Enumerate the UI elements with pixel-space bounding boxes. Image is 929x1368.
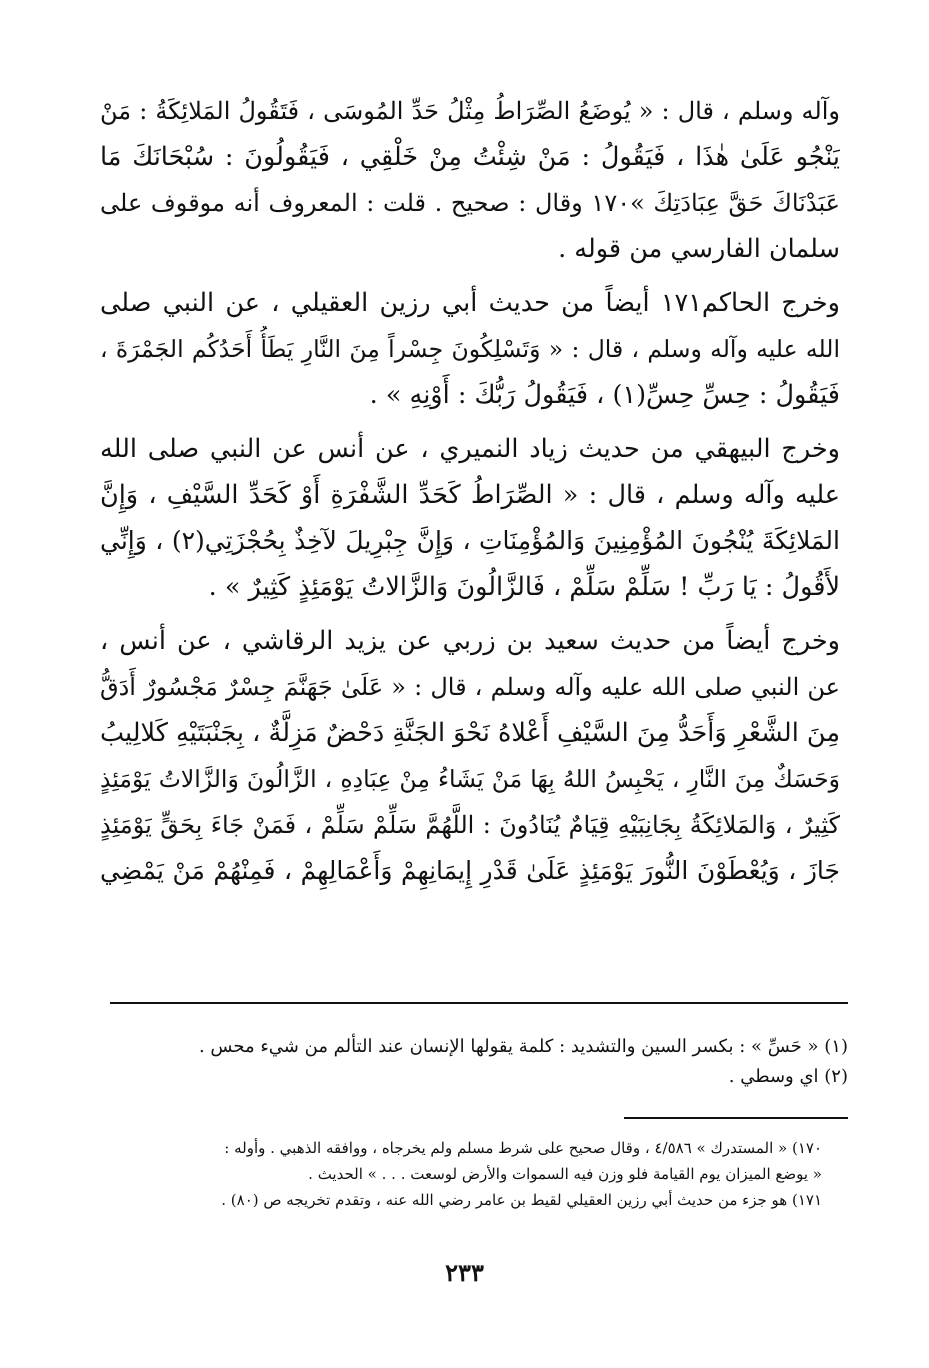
text-line: وخرج الحاكم١٧١ أيضاً من حديث أبي رزين العقيلي ، عن النبي صلى <box>100 288 840 318</box>
text-line: سلمان الفارسي من قوله . <box>558 234 840 264</box>
footnote-divider <box>110 1002 848 1004</box>
source-note: ١٧١) هو جزء من حديث أبي رزين العقيلي لقيط بن عامر رضي الله عنه ، وتقدم تخريجه ص (٨٠) . <box>221 1191 822 1209</box>
text-line: وآله وسلم ، قال : « يُوضَعُ الصِّرَاطُ مِثْلُ حَدِّ المُوسَى ، فَتَقُولُ المَلائِكَةُ : مَنْ <box>100 97 840 125</box>
footnotes <box>110 1032 848 1092</box>
text-line: يَنْجُو عَلَىٰ هٰذَا ، فَيَقُولُ : مَنْ شِئْتُ مِنْ خَلْقِي ، فَيَقُولُونَ : سُبْحَانَكَ مَا <box>100 142 840 172</box>
text-line: عَبَدْنَاكَ حَقَّ عِبَادَتِكَ »١٧٠ وقال : صحيح . قلت : المعروف أنه موقوف على <box>100 189 840 217</box>
sources-divider <box>624 1117 848 1119</box>
footnote: (٢) اي وسطي . <box>728 1066 848 1087</box>
text-line: المَلائِكَةَ يُنْجُونَ المُؤْمِنِينَ وَالمُؤْمِنَاتِ ، وَإِنَّ جِبْرِيلَ لآخِذٌ بِحُجْزَتِي(٢) ، وَإِنِّي <box>100 526 840 555</box>
text-line: جَازَ ، وَيُعْطَوْنَ النُّورَ يَوْمَئِذٍ عَلَىٰ قَدْرِ إِيمَانِهِمْ وَأَعْمَالِهِمْ ، فَمِنْهُمْ مَنْ يَمْضِي <box>100 856 840 885</box>
paragraph <box>100 88 840 272</box>
footnote: (١) « حَسِّ » : بكسر السين والتشديد : كلمة يقولها الإنسان عند التألم من شيء محس . <box>198 1036 848 1057</box>
text-line: عليه وآله وسلم ، قال : « الصِّرَاطُ كَحَدِّ الشَّفْرَةِ أَوْ كَحَدِّ السَّيْفِ ، وَإِنَّ <box>100 480 840 510</box>
source-note: ١٧٠) « المستدرك » ٤/٥٨٦ ، وقال صحيح على شرط مسلم ولم يخرجاه ، ووافقه الذهبي . وأوله : <box>224 1139 822 1157</box>
text-line: عن النبي صلى الله عليه وآله وسلم ، قال : « عَلَىٰ جَهَنَّمَ جِسْرٌ مَجْسُورٌ أَدَقُّ <box>100 673 840 701</box>
text-line: وخرج أيضاً من حديث سعيد بن زربي عن يزيد الرقاشي ، عن أنس ، <box>100 626 840 656</box>
paragraph <box>100 280 840 418</box>
text-line: وخرج البيهقي من حديث زياد النميري ، عن أنس عن النبي صلى الله <box>100 434 840 464</box>
text-line: الله عليه وآله وسلم ، قال : « وَتَسْلِكُونَ جِسْراً مِنَ النَّارِ يَطَأُ أَحَدُكُم الجَمْرَةَ ، <box>100 335 840 363</box>
text-line: كَثِيرٌ ، وَالمَلائِكَةُ بِجَانِبَيْهِ قِيَامٌ يُنَادُونَ : اللَّهُمَّ سَلِّمْ سَلِّمْ ، فَمَنْ جَاءَ بِحَقٍّ يَوْمَئِذٍ <box>100 811 840 839</box>
source-note: « يوضع الميزان يوم القيامة فلو وزن فيه السموات والأرض لوسعت . . . » الحديث . <box>308 1165 822 1183</box>
text-line: فَيَقُولُ : حِسِّ حِسِّ(١) ، فَيَقُولُ رَبُّكَ : أَوْنِهِ » . <box>369 380 840 410</box>
main-text <box>100 88 840 894</box>
text-line: وَحَسَكٌ مِنَ النَّارِ ، يَحْبِسُ اللهُ بِهَا مَنْ يَشَاءُ مِنْ عِبَادِهِ ، الزَّالُونَ وَالزَّالاتُ يَوْمَئِذٍ <box>100 765 840 793</box>
text-line: مِنَ الشَّعْرِ وَأَحَدُّ مِنَ السَّيْفِ أَعْلاهُ نَحْوَ الجَنَّةِ دَحْضٌ مَزِلَّةٌ ، بِجَنْبَتَيْهِ كَلالِيبُ <box>100 718 840 748</box>
text-line: لأَقُولُ : يَا رَبِّ ! سَلِّمْ سَلِّمْ ، فَالزَّالُونَ وَالزَّالاتُ يَوْمَئِذٍ كَثِيرٌ » . <box>208 572 840 602</box>
source-notes <box>110 1135 822 1213</box>
page-number: ٢٣٣ <box>445 1258 484 1287</box>
paragraph <box>100 618 840 894</box>
paragraph <box>100 426 840 610</box>
